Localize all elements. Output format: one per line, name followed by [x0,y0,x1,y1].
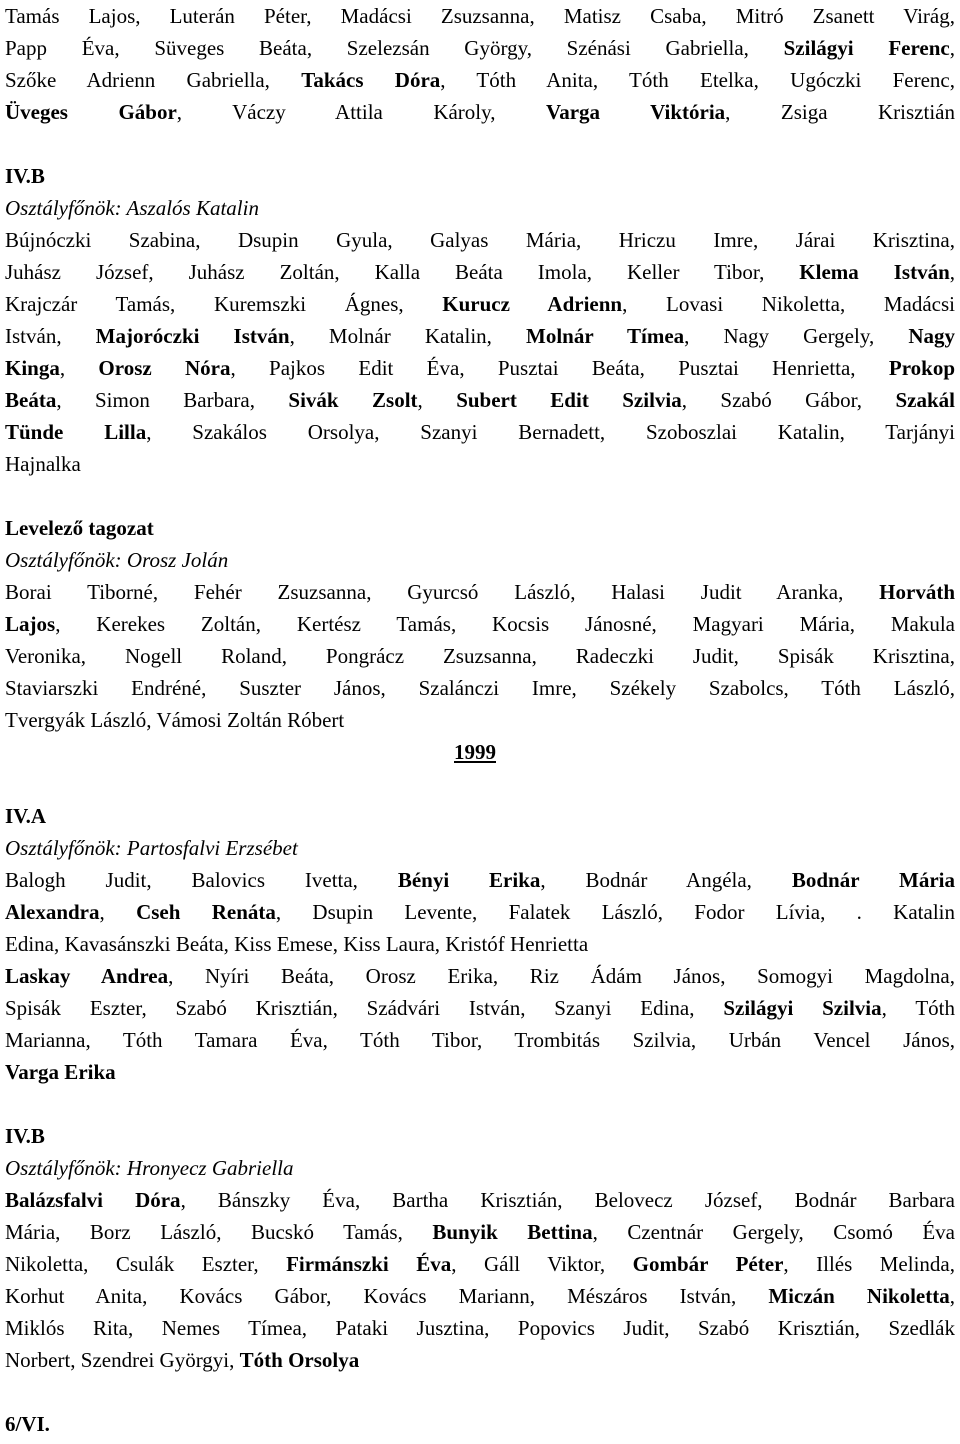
name-text: Papp Éva, Süveges Beáta, Szelezsán György, Szénási Gabriella, [5,36,784,60]
name-text: , Szakálos Orsolya, Szanyi Bernadett, Szoboszlai Katalin, Tarjányi [146,420,955,444]
highlighted-name: Laskay Andrea [5,964,169,988]
highlighted-name: Orosz Nóra [98,356,231,380]
name-text: , [949,1284,955,1308]
spacer [5,768,955,800]
name-text: , Tóth [881,996,955,1020]
student-list [5,864,955,1088]
text-line [5,1344,955,1376]
name-text: Tvergyák László, Vámosi Zoltán Róbert [5,708,345,732]
name-text: Veronika, Nogell Roland, Pongrácz Zsuzsanna, Radeczki Judit, Spisák Krisztina, [5,644,955,668]
highlighted-name: Sivák Zsolt [288,388,418,412]
text-line [5,704,955,736]
name-text: , [99,900,137,924]
student-list [5,1184,955,1376]
highlighted-name: Balázsfalvi Dóra [5,1188,181,1212]
text-line [5,224,955,256]
year-heading: 1999 [454,740,496,764]
text-line [5,960,955,992]
highlighted-name: Lajos [5,612,56,636]
highlighted-name: Firmánszki Éva [286,1252,452,1276]
text-line [5,0,955,32]
highlighted-name: Bényi Erika [397,868,541,892]
name-text: Bújnóczki Szabina, Dsupin Gyula, Galyas Mária, Hriczu Imre, Járai Krisztina, [5,228,955,252]
highlighted-name: Takács Dóra [301,68,441,92]
name-text: , Dsupin Levente, Falatek László, Fodor Lívia, . Katalin [275,900,955,924]
text-line [5,32,955,64]
name-text: Marianna, Tóth Tamara Éva, Tóth Tibor, Trombitás Szilvia, Urbán Vencel János, [5,1028,955,1052]
highlighted-name: Klema István [799,260,950,284]
year-row [5,736,955,768]
class-heading: IV.B [5,1124,45,1148]
class-section-4b-1999 [5,1120,955,1376]
highlighted-name: Kurucz Adrienn [442,292,623,316]
name-text: , Szabó Gábor, [681,388,896,412]
name-text: , [417,388,457,412]
class-heading: IV.A [5,804,47,828]
highlighted-name: Bodnár Mária [791,868,955,892]
text-line [5,1280,955,1312]
name-text: , Bánszky Éva, Bartha Krisztián, Belovecz József, Bodnár Barbara [180,1188,955,1212]
highlighted-name: Szakál [895,388,955,412]
text-line [5,1248,955,1280]
highlighted-name: Varga Viktória [545,100,726,124]
text-line [5,96,955,128]
text-line [5,288,955,320]
highlighted-name: Bunyik Bettina [432,1220,593,1244]
highlighted-name: Kinga [5,356,60,380]
name-text: , [949,260,956,284]
text-line [5,640,955,672]
name-text: Korhut Anita, Kovács Gábor, Kovács Mariann, Mészáros István, [5,1284,769,1308]
highlighted-name: Varga Erika [5,1060,116,1084]
name-text: Spisák Eszter, Szabó Krisztián, Szádvári István, Szanyi Edina, [5,996,724,1020]
text-line [5,672,955,704]
text-line [5,416,955,448]
highlighted-name: Miczán Nikoletta [768,1284,950,1308]
name-text: , Bodnár Angéla, [540,868,792,892]
name-text: , Gáll Viktor, [451,1252,633,1276]
highlighted-name: Beáta [5,388,57,412]
name-text: , [59,356,99,380]
student-list [5,576,955,736]
name-text: Balogh Judit, Balovics Ivetta, [5,868,398,892]
highlighted-name: Tünde Lilla [5,420,147,444]
name-text: , Illés Melinda, [783,1252,955,1276]
class-section-4a-1999 [5,800,955,1088]
text-line [5,64,955,96]
name-text: Norbert, Szendrei Györgyi, [5,1348,240,1372]
name-text: Juhász József, Juhász Zoltán, Kalla Beáta Imola, Keller Tibor, [5,260,800,284]
spacer [5,480,955,512]
name-text: , Molnár Katalin, [289,324,526,348]
page-class-footer: 6/VI. [5,1412,50,1436]
text-line [5,864,955,896]
highlighted-name: Tóth Orsolya [239,1348,360,1372]
text-line [5,1024,955,1056]
class-heading: Levelező tagozat [5,516,154,540]
highlighted-name: Prokop [888,356,956,380]
text-line [5,320,955,352]
name-text: , Pajkos Edit Éva, Pusztai Beáta, Pusztai Henrietta, [230,356,889,380]
highlighted-name: Gombár Péter [632,1252,784,1276]
name-text: István, [5,324,96,348]
class-teacher: Osztályfőnök: Aszalós Katalin [5,196,259,220]
text-line [5,576,955,608]
text-line [5,352,955,384]
text-line [5,1056,955,1088]
highlighted-name: Szilágyi Szilvia [723,996,882,1020]
highlighted-name: Nagy [908,324,955,348]
class-heading: IV.B [5,164,45,188]
text-line [5,256,955,288]
student-list [5,224,955,480]
highlighted-name: Cseh Renáta [136,900,276,924]
name-text: Mária, Borz László, Bucskó Tamás, [5,1220,433,1244]
name-text: , Tóth Anita, Tóth Etelka, Ugóczki Ferenc, [440,68,955,92]
class-teacher: Osztályfőnök: Orosz Jolán [5,548,229,572]
class-teacher: Osztályfőnök: Partosfalvi Erzsébet [5,836,298,860]
name-text: Borai Tiborné, Fehér Zsuzsanna, Gyurcsó László, Halasi Judit Aranka, [5,580,880,604]
spacer [5,128,955,160]
name-text: Tamás Lajos, Luterán Péter, Madácsi Zsuzsanna, Matisz Csaba, Mitró Zsanett Virág, [5,4,955,28]
text-line [5,1184,955,1216]
highlighted-name: Majoróczki István [95,324,290,348]
name-text: , Nyíri Beáta, Orosz Erika, Riz Ádám János, Somogyi Magdolna, [168,964,955,988]
text-line [5,384,955,416]
text-line [5,608,955,640]
name-text: , [949,36,955,60]
text-line [5,928,955,960]
text-line [5,992,955,1024]
name-text: Krajczár Tamás, Kuremszki Ágnes, [5,292,443,316]
name-text: Staviarszki Endréné, Suszter János, Szalánczi Imre, Székely Szabolcs, Tóth László, [5,676,955,700]
highlighted-name: Horváth [879,580,955,604]
name-text: Nikoletta, Csulák Eszter, [5,1252,287,1276]
highlighted-name: Subert Edit Szilvia [456,388,682,412]
name-text: , Lovasi Nikoletta, Madácsi [622,292,955,316]
name-text: , Simon Barbara, [56,388,289,412]
name-text: , Nagy Gergely, [684,324,909,348]
text-line [5,896,955,928]
intro-name-list [5,0,955,128]
class-teacher: Osztályfőnök: Hronyecz Gabriella [5,1156,294,1180]
name-text: Miklós Rita, Nemes Tímea, Pataki Jusztina, Popovics Judit, Szabó Krisztián, Szedlák [5,1316,955,1340]
spacer [5,1088,955,1120]
highlighted-name: Szilágyi Ferenc [783,36,950,60]
name-text: , Kerekes Zoltán, Kertész Tamás, Kocsis Jánosné, Magyari Mária, Makula [55,612,955,636]
class-section-4b-1998 [5,160,955,480]
name-text: Szőke Adrienn Gabriella, [5,68,302,92]
name-text: , Zsiga Krisztián [725,100,955,124]
highlighted-name: Molnár Tímea [526,324,685,348]
spacer [5,1376,955,1408]
highlighted-name: Alexandra [5,900,100,924]
name-text: , Czentnár Gergely, Csomó Éva [592,1220,955,1244]
name-text: Hajnalka [5,452,81,476]
text-line [5,1216,955,1248]
class-section-levelezo [5,512,955,736]
text-line [5,448,955,480]
name-text: Edina, Kavasánszki Beáta, Kiss Emese, Kiss Laura, Kristóf Henrietta [5,932,589,956]
text-line [5,1312,955,1344]
highlighted-name: Üveges Gábor [5,100,177,124]
name-text: , Váczy Attila Károly, [176,100,546,124]
